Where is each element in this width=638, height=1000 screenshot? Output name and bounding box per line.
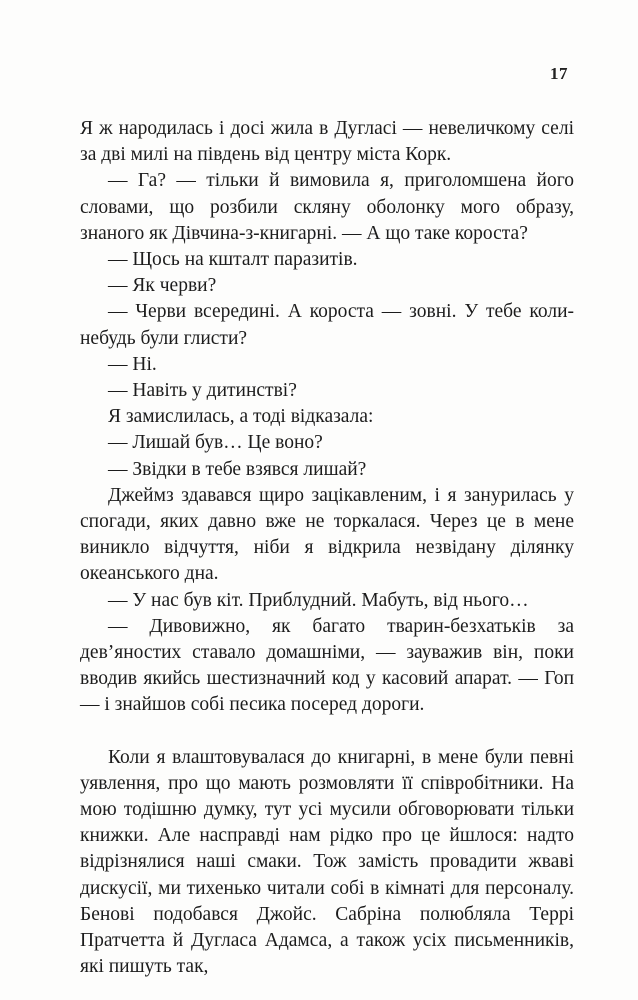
paragraph: Я ж народилась і досі жила в Дугласі — невеличкому селі за дві милі на південь від центру міста Корк. — [80, 118, 574, 166]
page-number: 17 — [550, 64, 568, 83]
body-text — [80, 116, 574, 981]
paragraph: Я замислилась, а тоді відказала: — [108, 406, 374, 428]
paragraph: — Лишай був… Це воно? — [108, 432, 323, 454]
paragraph: — Ні. — [108, 353, 157, 375]
paragraph: — Дивовижно, як багато тварин-безхатьків за дев’яностих ставало домашніми, — зауважив він, поки вводив якийсь шестизначний код у касовий апарат. — Гоп — і знайшов собі песика посеред дороги. — [80, 615, 574, 716]
paragraph: — Навіть у дитинстві? — [108, 380, 297, 402]
paragraph: — Як черви? — [108, 275, 217, 297]
paragraph: — Га? — тільки й вимовила я, приголомшена його словами, що розбили скляну оболонку мого образу, знаного як Дівчина-з-книгарні. — А що таке короста? — [80, 170, 574, 244]
paragraph: — У нас був кіт. Приблудний. Мабуть, від нього… — [108, 589, 529, 611]
paragraph: — Щось на кшталт паразитів. — [108, 249, 358, 271]
paragraph: — Черви всередині. А короста — зовні. У тебе коли-небудь були глисти? — [80, 301, 574, 349]
paragraph: Коли я влаштовувалася до книгарні, в мене були певні уявлення, про що мають розмовляти її співробітники. На мою тодішню думку, тут усі мусили обговорювати тільки книжки. Але насправді нам рідко про це йшлося: надто відрізнялися наші смаки. Тож замість провадити жваві дискусії, ми тихенько читали собі в кімнаті для персоналу. Бенові подобався Джойс. Сабріна полюбляла Террі Пратчетта й Дугласа Адамса, а також усіх письменників, які пишуть так, — [80, 746, 574, 978]
paragraph: — Звідки в тебе взявся лишай? — [108, 458, 367, 480]
paragraph: Джеймз здавався щиро зацікавленим, і я занурилась у спогади, яких давно вже не торкалася. Через це в мене виникло відчуття, ніби я відкрила незвідану ділянку океанського дна. — [80, 484, 574, 585]
